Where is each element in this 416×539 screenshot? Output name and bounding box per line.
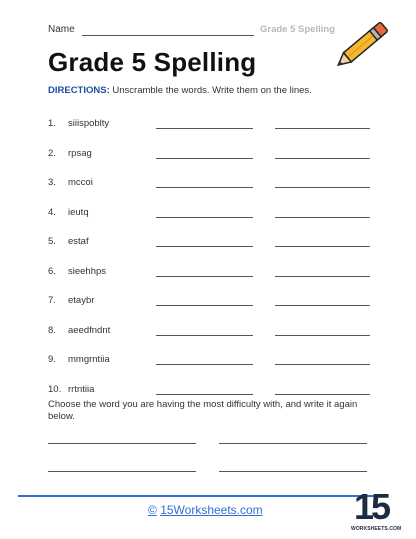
question-row: [48, 292, 388, 322]
write-line-1[interactable]: [48, 443, 196, 444]
answer-line[interactable]: [156, 217, 253, 218]
answer-line[interactable]: [156, 128, 253, 129]
name-row: [48, 24, 335, 40]
footer-link[interactable]: [148, 503, 263, 517]
directions-label: DIRECTIONS:: [48, 85, 110, 96]
scrambled-word: rrtntiia: [68, 383, 95, 395]
question-number: 7.: [48, 295, 56, 306]
footer-divider: [18, 495, 382, 497]
answer-line[interactable]: [156, 335, 253, 336]
answer-line[interactable]: [156, 187, 253, 188]
scrambled-word: ieutq: [68, 206, 89, 218]
scrambled-word: mmgrntiia: [68, 354, 110, 365]
answer-line[interactable]: [156, 158, 253, 159]
question-number: 9.: [48, 354, 56, 365]
answer-line[interactable]: [275, 128, 370, 129]
difficulty-prompt: Choose the word you are having the most difficulty with, and write it again below.: [48, 399, 358, 422]
scrambled-word: aeedfndnt: [68, 324, 111, 336]
directions: [48, 85, 312, 96]
question-number: 8.: [48, 324, 56, 336]
write-line-4[interactable]: [219, 471, 367, 472]
question-number: 10.: [48, 383, 62, 395]
question-row: [48, 263, 388, 293]
scrambled-word: rpsag: [68, 147, 92, 159]
question-row: [48, 233, 388, 263]
write-line-2[interactable]: [219, 443, 367, 444]
question-row: [48, 115, 388, 145]
answer-line[interactable]: [275, 305, 370, 306]
answer-line[interactable]: [275, 187, 370, 188]
answer-line[interactable]: [156, 305, 253, 306]
pencil-icon: [330, 14, 398, 78]
answer-line[interactable]: [156, 394, 253, 395]
answer-line[interactable]: [275, 246, 370, 247]
answer-line[interactable]: [275, 335, 370, 336]
copyright-symbol: ©: [148, 503, 157, 517]
scrambled-word: etaybr: [68, 295, 95, 306]
question-number: 1.: [48, 118, 56, 129]
answer-line[interactable]: [275, 364, 370, 365]
question-row: [48, 174, 388, 204]
question-number: 5.: [48, 236, 56, 247]
question-row: [48, 145, 388, 175]
write-line-3[interactable]: [48, 471, 196, 472]
page-title: Grade 5 Spelling: [48, 47, 257, 77]
answer-line[interactable]: [156, 246, 253, 247]
directions-text: Unscramble the words. Write them on the lines.: [109, 85, 312, 96]
question-number: 4.: [48, 206, 56, 218]
answer-line[interactable]: [156, 276, 253, 277]
scrambled-word: sieehhps: [68, 265, 107, 277]
answer-line[interactable]: [275, 276, 370, 277]
question-number: 3.: [48, 177, 56, 188]
scrambled-word: estaf: [68, 236, 89, 247]
question-number: 2.: [48, 147, 56, 159]
name-label: Name: [48, 24, 75, 35]
logo-text: WORKSHEETS.COM: [351, 526, 402, 532]
question-number: 6.: [48, 265, 56, 277]
answer-line[interactable]: [275, 394, 370, 395]
scrambled-word: siiispoblty: [68, 118, 110, 129]
name-line[interactable]: [82, 35, 254, 36]
answer-line[interactable]: [275, 158, 370, 159]
site-link[interactable]: 15Worksheets.com: [160, 503, 263, 517]
question-list: [48, 115, 388, 410]
grade-tag: Grade 5 Spelling: [260, 24, 335, 35]
answer-line[interactable]: [156, 364, 253, 365]
question-row: [48, 322, 388, 352]
brand-logo: [351, 486, 402, 536]
scrambled-word: mccoi: [68, 177, 93, 188]
question-row: [48, 351, 388, 381]
question-row: [48, 204, 388, 234]
logo-number: 15: [353, 486, 389, 527]
answer-line[interactable]: [275, 217, 370, 218]
